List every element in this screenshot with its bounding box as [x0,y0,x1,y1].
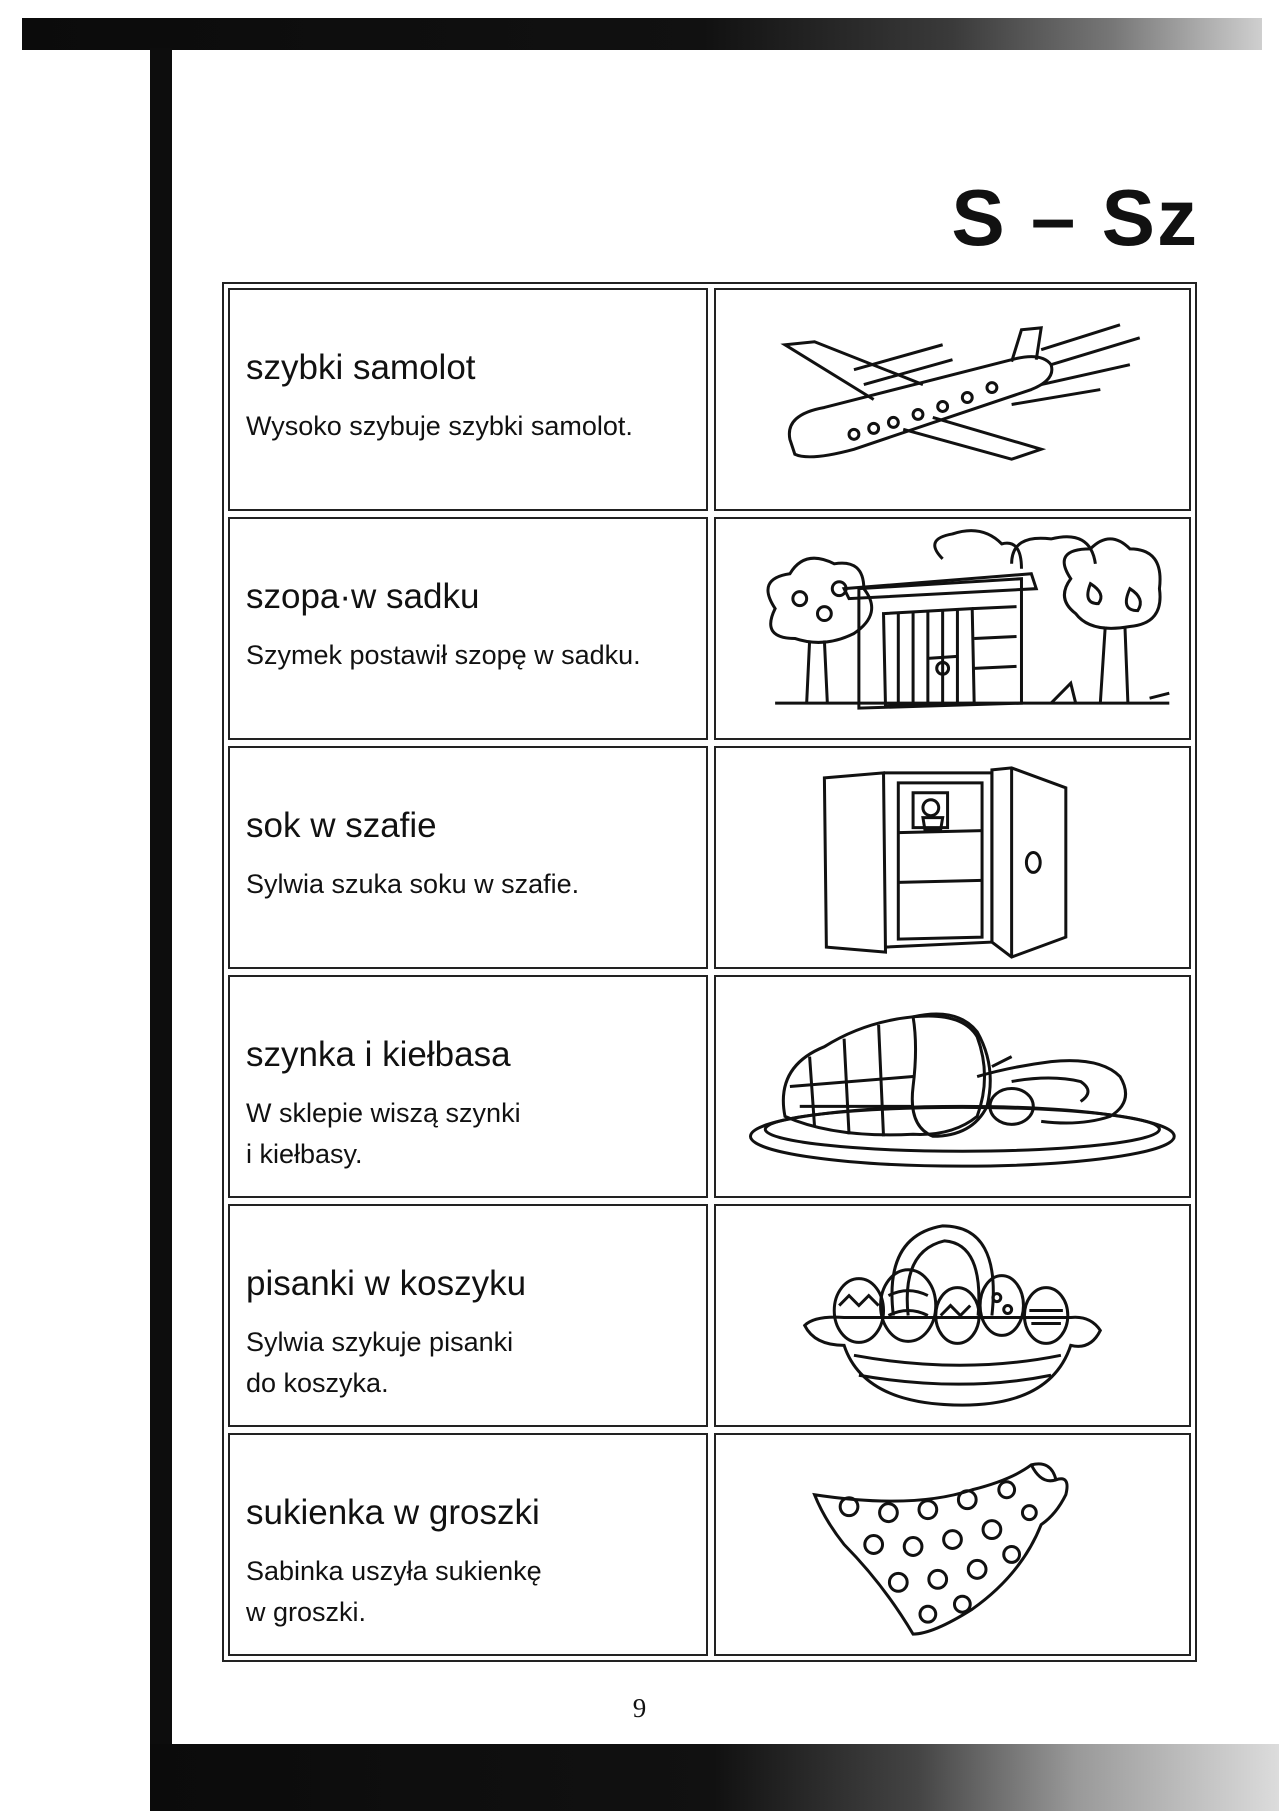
text-cell-2 [228,517,708,740]
polka-dot-dress-icon [716,1435,1189,1654]
sentence-line: Sabinka uszyła sukienkę [246,1556,542,1587]
example-sentence [246,1551,692,1632]
scan-bottom-edge [150,1744,1279,1811]
example-sentence [246,406,692,447]
word-phrase: pisanki w koszyku [246,1264,527,1303]
scan-top-edge [22,18,1262,50]
sentence-line: W sklepie wiszą szynki [246,1098,521,1129]
sentence-line: Sylwia szuka soku w szafie. [246,869,580,900]
example-sentence [246,635,692,676]
sentence-line: Szymek postawił szopę w sadku. [246,640,641,671]
sentence-line: w groszki. [246,1596,367,1627]
text-cell-5 [228,1204,708,1427]
word-phrase: szopa·w sadku [246,577,480,616]
word-phrase: szybki samolot [246,348,476,387]
sentence-line: Sylwia szykuje pisanki [246,1327,514,1358]
text-cell-3 [228,746,708,969]
page-number: 9 [632,1693,647,1723]
sentence-line: i kiełbasy. [246,1138,363,1169]
word-phrase: sukienka w groszki [246,1493,540,1532]
ham-sausage-platter-icon [716,977,1189,1196]
cupboard-icon [716,748,1189,967]
book-spine [150,48,172,1748]
page-title: S – Sz [951,173,1199,262]
example-sentence [246,864,692,905]
example-sentence [246,1093,692,1174]
text-cell-4 [228,975,708,1198]
example-sentence [246,1322,692,1403]
picture-cell-3 [714,746,1191,969]
easter-basket-icon [716,1206,1189,1425]
word-phrase: szynka i kiełbasa [246,1035,511,1074]
picture-cell-1 [714,288,1191,511]
text-cell-6 [228,1433,708,1656]
text-cell-1 [228,288,708,511]
picture-cell-4 [714,975,1191,1198]
picture-cell-5 [714,1204,1191,1427]
sentence-line: Wysoko szybuje szybki samolot. [246,411,633,442]
picture-cell-6 [714,1433,1191,1656]
shed-in-orchard-icon [716,519,1189,738]
word-phrase: sok w szafie [246,806,437,845]
sentence-line: do koszyka. [246,1367,389,1398]
airplane-icon [716,290,1189,509]
vocabulary-table [222,282,1197,1662]
picture-cell-2 [714,517,1191,740]
